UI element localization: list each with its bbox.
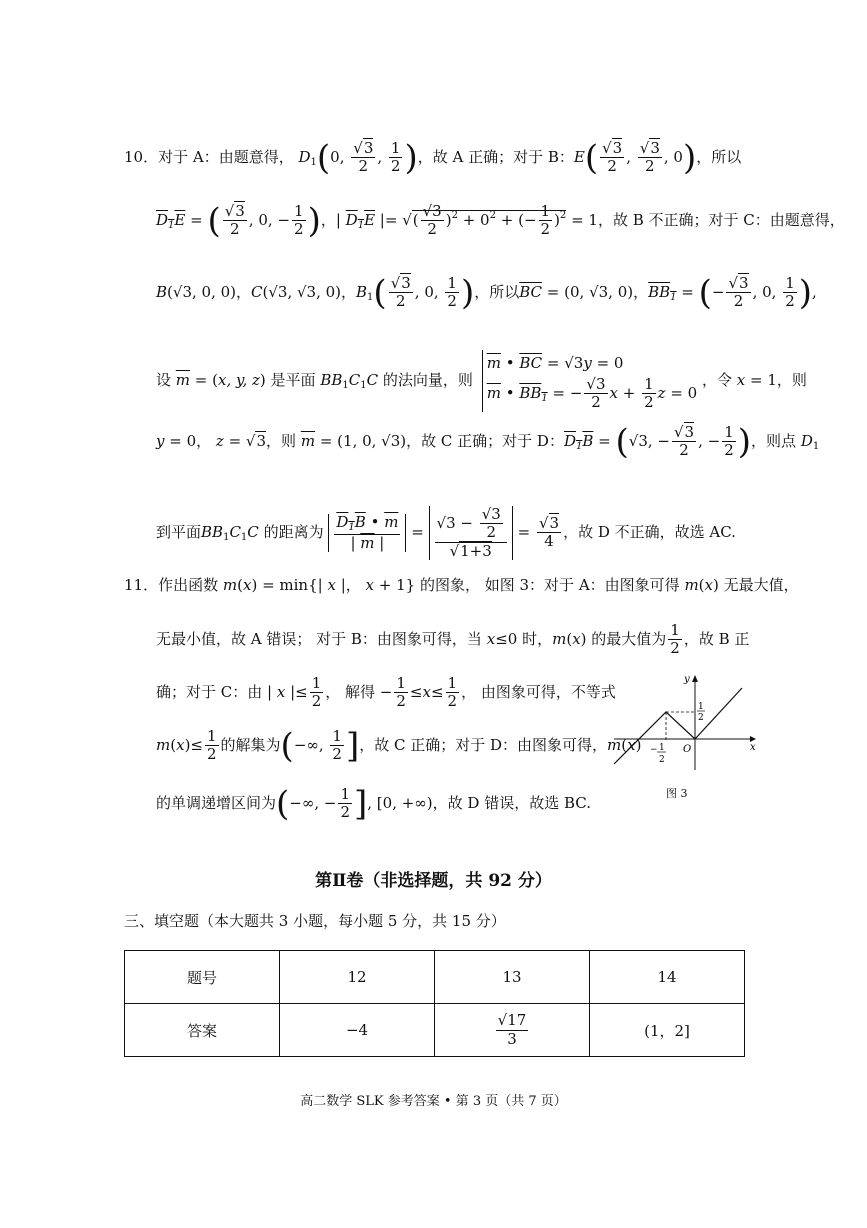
table-header-cell: 14 <box>590 951 745 1004</box>
svg-text:2: 2 <box>698 713 704 723</box>
section3-heading: 三、填空题（本大题共 3 小题，每小题 5 分，共 15 分） <box>124 912 506 930</box>
q11-line5: 的单调递增区间为(−∞, − $\frac{1}{2}$ ], [0, +∞)，故 D 错误，故选 BC. <box>156 783 591 824</box>
table-header-cell: 题号 <box>125 951 280 1004</box>
q11-line3: 确；对于 C：由 | x |≤ $\frac{1}{2}$ ， 解得 − $\frac{1}{2}$ ≤x≤ $\frac{1}{2}$ ， 由图象可得，不等式 <box>156 674 616 711</box>
q10-line2: $D_1E$ = ( $\frac{√3}{2}$ , 0, − $\frac{1}{2}$ )，| $D_1E$ |= √( $\frac{√3}{2}$ )$^2 + 0^2$ + (− $\frac{1}{2}$ )$^2$ = 1，故 B 不正确；对于 C：由题意得， <box>156 200 845 241</box>
answer-table <box>124 950 745 1057</box>
q11-line4: m(x)≤ $\frac{1}{2}$ 的解集为(−∞, $\frac{1}{2}$ ]，故 C 正确；对于 D：由图象可得，m(x) <box>156 725 642 766</box>
table-header-cell: 12 <box>280 951 435 1004</box>
svg-text:x: x <box>750 742 756 753</box>
svg-text:−: − <box>650 745 658 755</box>
svg-text:1: 1 <box>698 702 704 712</box>
svg-text:O: O <box>683 744 692 755</box>
svg-text:1: 1 <box>659 743 665 753</box>
table-row <box>125 951 745 1004</box>
q10-line4: 设 $\overline{m} = (x$, y, z) 是平面 $BB_1C_1C$ 的法向量，则 $\overline{m}$ • $\overline{BC} = √3y = 0$ $\overline{m}$ • $BB_1$ = − $\frac{√3}{2}$ x + $\frac{1}{2}$ z = 0 ，令 x = 1，则 <box>156 350 807 412</box>
answer-12: −4 <box>280 1004 435 1057</box>
q10-line6: 到平面$BB_1C_1C$ 的距离为 $\frac{D_1B • \overline{m}}{| \overline{m} |}$ = √3 − $\frac{√3}{2}$ √1+3 = $\frac{√3}{4}$ ，故 D 不正确，故选 AC. <box>156 505 736 560</box>
q11-line2: 无最小值，故 A 错误； 对于 B：由图象可得，当 x≤0 时，m(x) 的最大值为 $\frac{1}{2}$ ，故 B 正 <box>156 621 750 658</box>
svg-text:y: y <box>684 674 690 685</box>
q10-line3: B(√3, 0, 0)，C(√3, √3, 0)，$B_1$( $\frac{√3}{2}$ , 0, $\frac{1}{2}$ )，所以$\overline{BC} = (0$, √3, 0)，$BB_1$ = (− $\frac{√3}{2}$ , 0, $\frac{1}{2}$ ), <box>156 272 817 313</box>
q11-number: 11． <box>124 576 159 594</box>
q11-line1: 11．作出函数 m(x) = min{| x |， x + 1} 的图象， 如图 3：对于 A：由图象可得 m(x) 无最大值， <box>124 576 799 594</box>
part2-title: 第Ⅱ卷（非选择题，共 92 分） <box>315 871 552 891</box>
q10-number: 10． <box>124 147 159 166</box>
figure-caption: 图 3 <box>666 787 688 800</box>
q10-line5: y = 0， z = √3，则 $\overline{m} = (1$, 0, √3)，故 C 正确；对于 D：$D_1B = (√3$, − $\frac{√3}{2}$ , − $\frac{1}{2}$ )，则点 $D_1$ <box>156 421 820 462</box>
page-footer: 高二数学 SLK 参考答案 • 第 3 页（共 7 页） <box>300 1094 567 1109</box>
figure-3-graph <box>610 672 760 772</box>
graph-line <box>614 688 742 764</box>
table-row-label: 答案 <box>125 1004 280 1057</box>
svg-text:2: 2 <box>659 755 665 765</box>
answer-13: $\frac{√17}{3}$ <box>435 1004 590 1057</box>
q10-line1: 10．对于 A：由题意得， $D_1(0$, $\frac{√3}{2}$ , $\frac{1}{2}$ )，故 A 正确；对于 B：E( $\frac{√3}{2}$ , $\frac{√3}{2}$ , 0)，所以 <box>124 137 742 178</box>
table-header-cell: 13 <box>435 951 590 1004</box>
answer-14: (1，2] <box>590 1004 745 1057</box>
table-row <box>125 1004 745 1057</box>
